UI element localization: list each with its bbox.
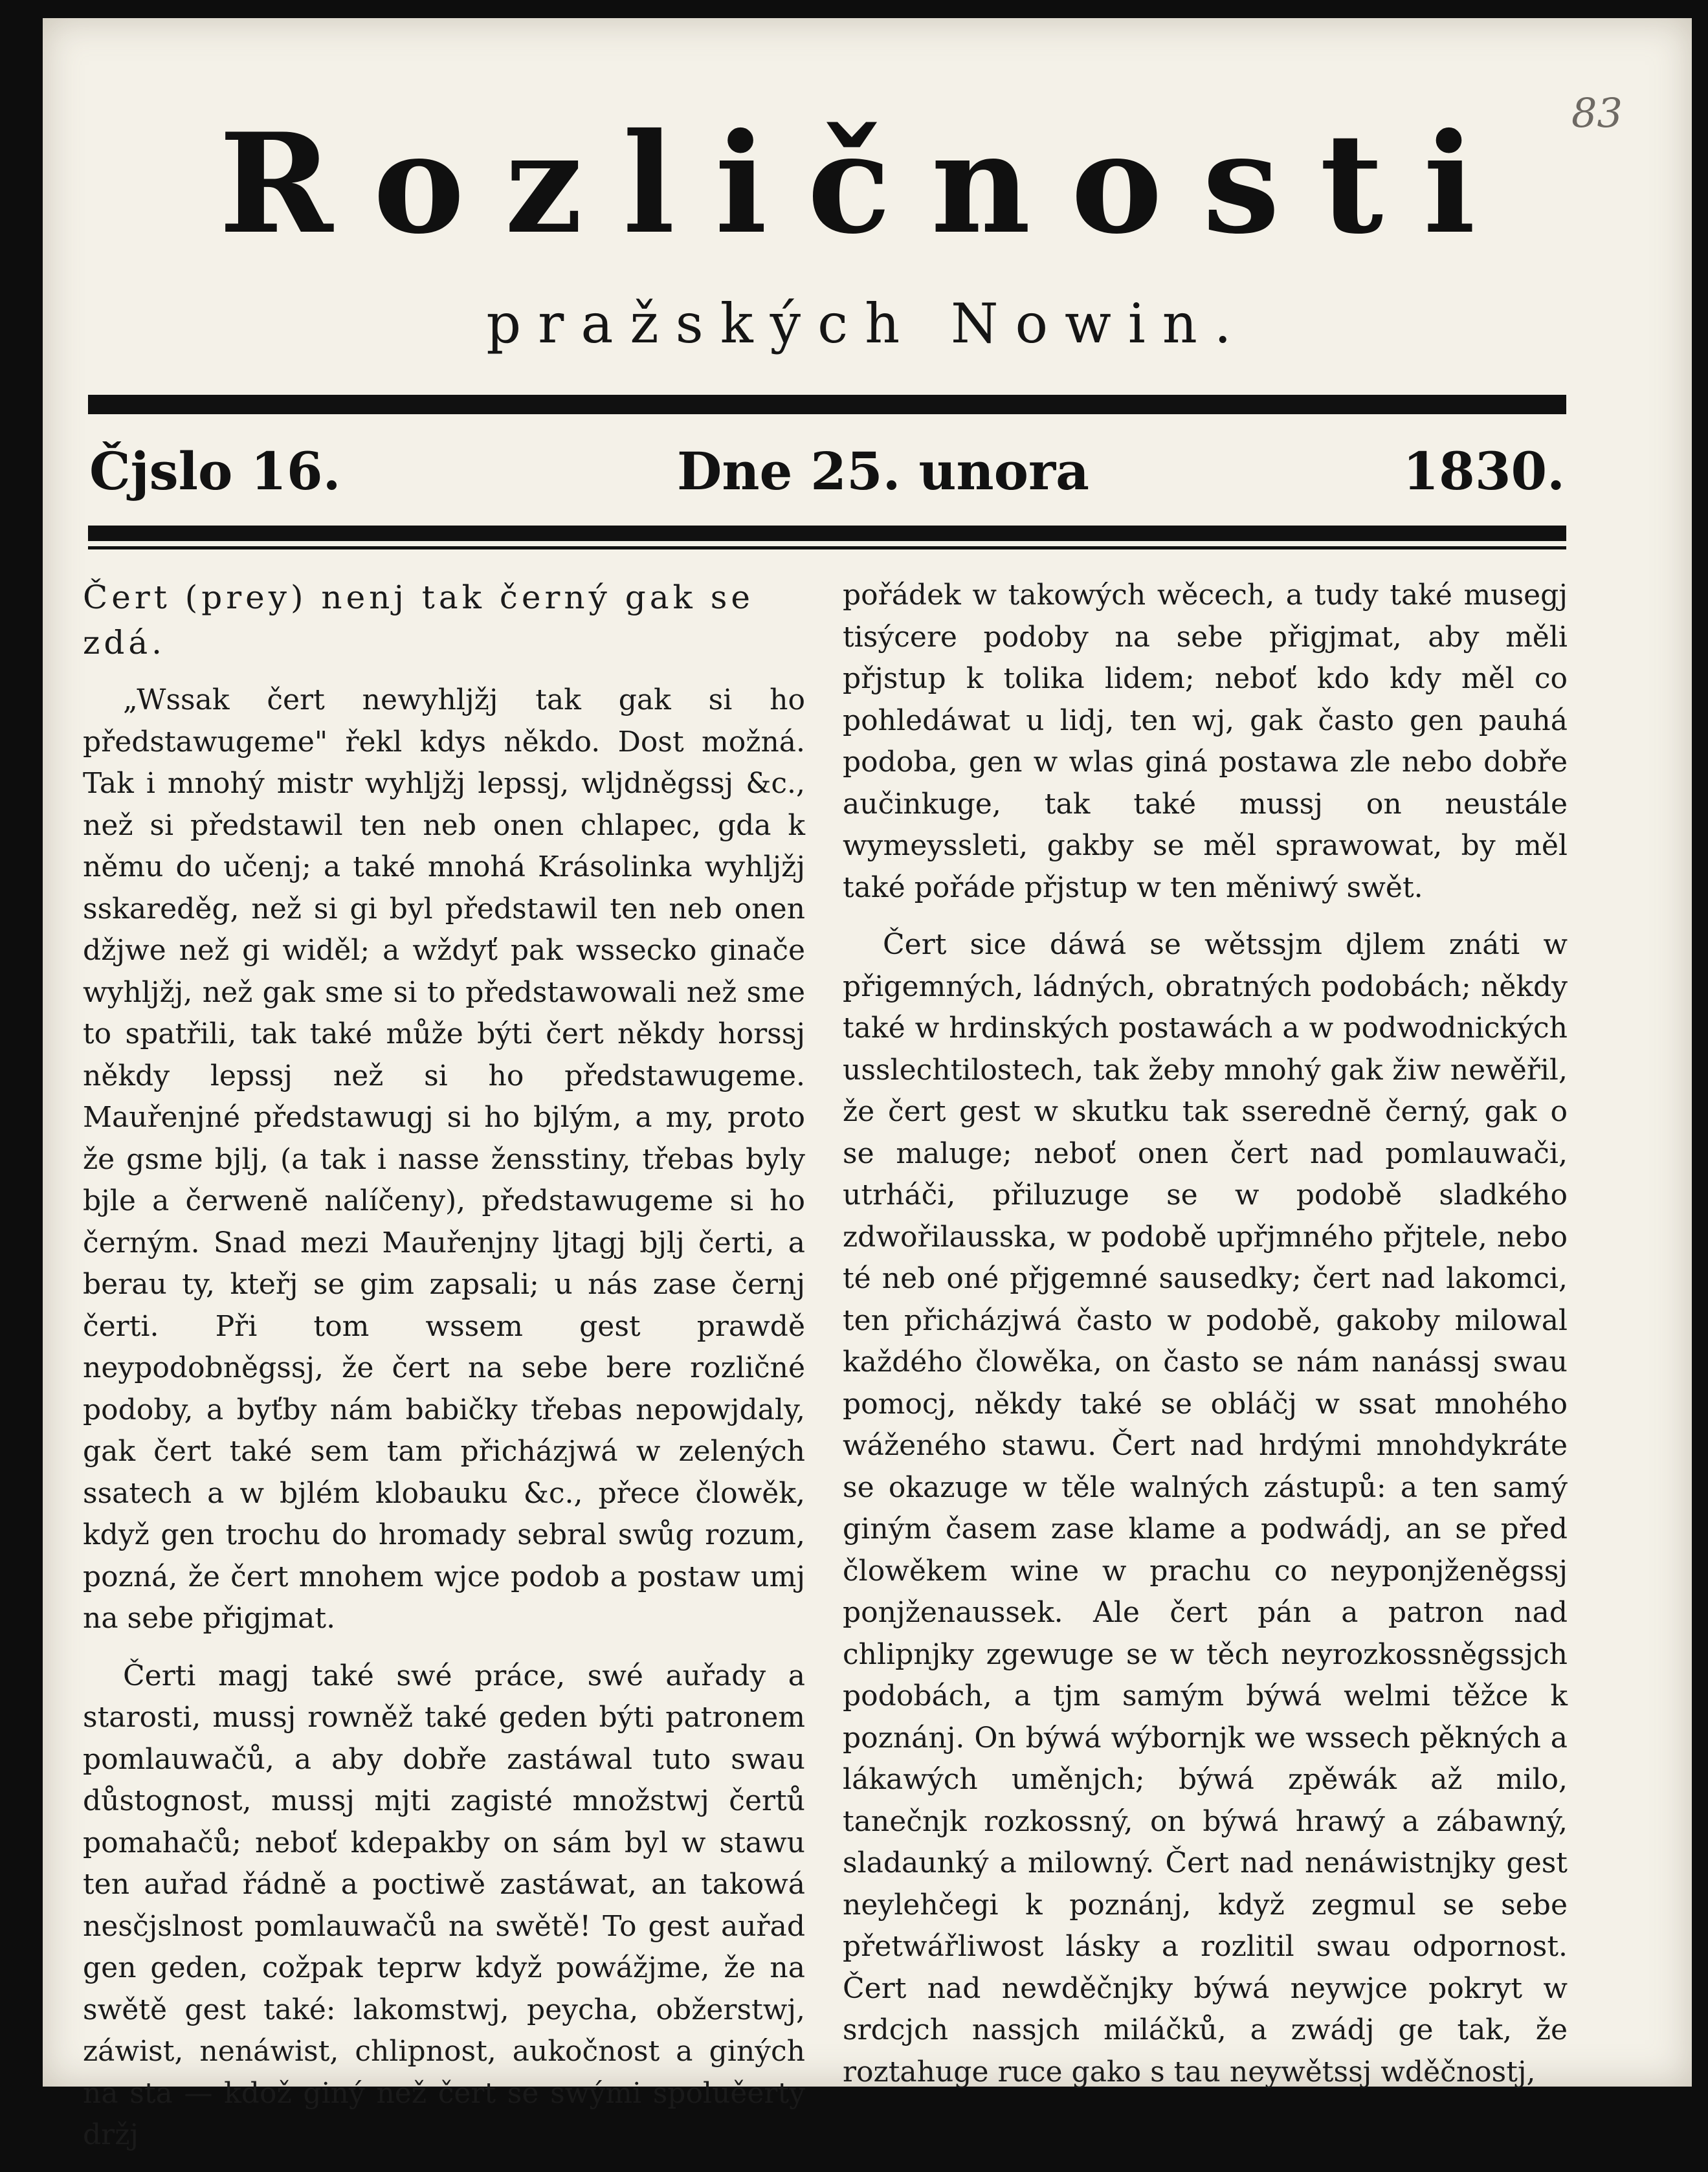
left-paragraph-2: Čerti magj také swé práce, swé auřady a starosti, mussj rowněž také geden býti patronem pomlauwačů, a aby dobře zastáwal tuto swau důstognost, mussj mjti zagisté množstwj čertů pomahačů; neboť kdepakby on sám byl w stawu ten auřad řádně a poctiwě zastáwat, an takowá nesčjslnost pomlauwačů na swětě! To gest auřad gen geden, cožpak teprw když powážjme, že na swětě gest také: lakomstwj, peycha, obžerstwj, záwist, nenáwist, chlipnost, aukočnost a giných na sta — kdož giný než čert se swými spoluěerty držj xyxy=(83,1659,805,2151)
right-paragraph-1: pořádek w takowých wěcech, a tudy také musegj tisýcere podoby na sebe přigjmat, aby měli přjstup k tolika lidem; neboť kdo kdy měl co pohledáwat u lidj, ten wj, gak často gen pauhá podoba, gen w wlas giná postawa zle nebo dobře aučinkuge, tak také mussj on neustále wymeyssleti, gakby se měl sprawowat, by měl také pořáde přjstup w ten měniwý swět. xyxy=(843,579,1568,904)
masthead-title: Rozličnosti xyxy=(219,103,1516,264)
right-paragraph-2: Čert sice dáwá se wětssjm djlem znáti w přigemných, ládných, obratných podobách; někdy také w hrdinských postawách a w podwodnických usslechtilostech, tak žeby mnohý gak žiw newěřil, že čert gest w skutku tak sserednĕ černý, gak o se maluge; neboť onen čert nad pomlauwači, utrháči, přiluzuge se w podobě sladkého zdwořilausska, w podobě upřjmného přjtele, nebo té neb oné přjgemné sausedky; čert nad lakomci, ten přicházjwá často w podobě, gakoby milowal každého člowěka, on často se nám nanássj swau pomocj, někdy také se obláčj w ssat mnohého wáženého stawu. Čert nad hrdými mnohdykráte se okazuge w těle walných zástupů: a ten samý giným časem zase klame a podwádj, an se před člowěkem wine w prachu co neyponjženěgssj ponjženaussek. Ale čert pán a patron nad chlipnjky zgewuge se w těch neyrozkossněgssjch podobách, a tjm samým býwá welmi těžce k poznánj. On býwá wýbornjk we wssech pěkných a lákawých uměnjch; býwá zpěwák až milo, tanečnjk rozkossný, on býwá hrawý a zábawný, sladaunký a milowný. Čert nad nenáwistnjky gest neylehčegi k poznánj, když zegmul se sebe přetwářliwost lásky a rozlitil swau odpornost. Čert nad newděčnjky býwá neywjce pokryt w srdcjch nassjch miláčků, a zwádj ge tak, že roztahuge ruce gako s tau neywětssj wděčnostj, xyxy=(843,928,1568,2089)
handwritten-page-number: 83 xyxy=(1571,89,1623,137)
issue-number: Čjslo 16. xyxy=(89,441,341,502)
top-rule xyxy=(88,395,1566,414)
article-heading: Čert (prey) nenj tak černý gak se zdá. xyxy=(83,579,754,661)
newspaper-page xyxy=(43,18,1692,2151)
bottom-rule-thick xyxy=(88,526,1566,541)
left-column xyxy=(83,575,805,2172)
issue-date: Dne 25. unora xyxy=(677,441,1089,502)
left-paragraph-1: „Wssak čert newyhljžj tak gak si ho předstawugeme" řekl kdys někdo. Dost možná. Tak i mnohý mistr wyhljžj lepssj, wljdněgssj &c., než si předstawil ten neb onen chlapec, gda k němu do učenj; a také mnohá Krásolinka wyhljžj sskareděg, než si gi byl předstawil ten neb onen džjwe než gi widěl; a wždyť pak wssecko ginače wyhljžj, než gak sme si to předstawowali než sme to spatřili, tak také může býti čert někdy horssj někdy lepssj než si ho předstawugeme. Mauřenjné předstawugj si ho bjlým, a my, proto že gsme bjlj, (a tak i nasse žensstiny, třebas byly bjle a čerwenĕ nalíčeny), předstawugeme si ho černým. Snad mezi Mauřenjny ljtagj bjlj čerti, a berau ty, kteřj se gim zapsali; u nás zase černj čerti. Při tom wssem gest prawdě neypodobněgssj, že čert na sebe bere rozličné podoby, a byťby nám babičky třebas nepowjdaly, gak čert také sem tam přicházjwá w zelených ssatech a w bjlém klobauku &c., přece člowěk, když gen trochu do hromady sebral swůg rozum, pozná, že čert mnohem wjce podob a postaw umj na sebe přigjmat. xyxy=(83,683,805,1635)
bottom-rule-thin xyxy=(88,546,1566,549)
issue-year: 1830. xyxy=(1403,441,1565,502)
masthead-subtitle: pražských Nowin. xyxy=(486,292,1248,355)
right-column xyxy=(843,575,1568,2109)
